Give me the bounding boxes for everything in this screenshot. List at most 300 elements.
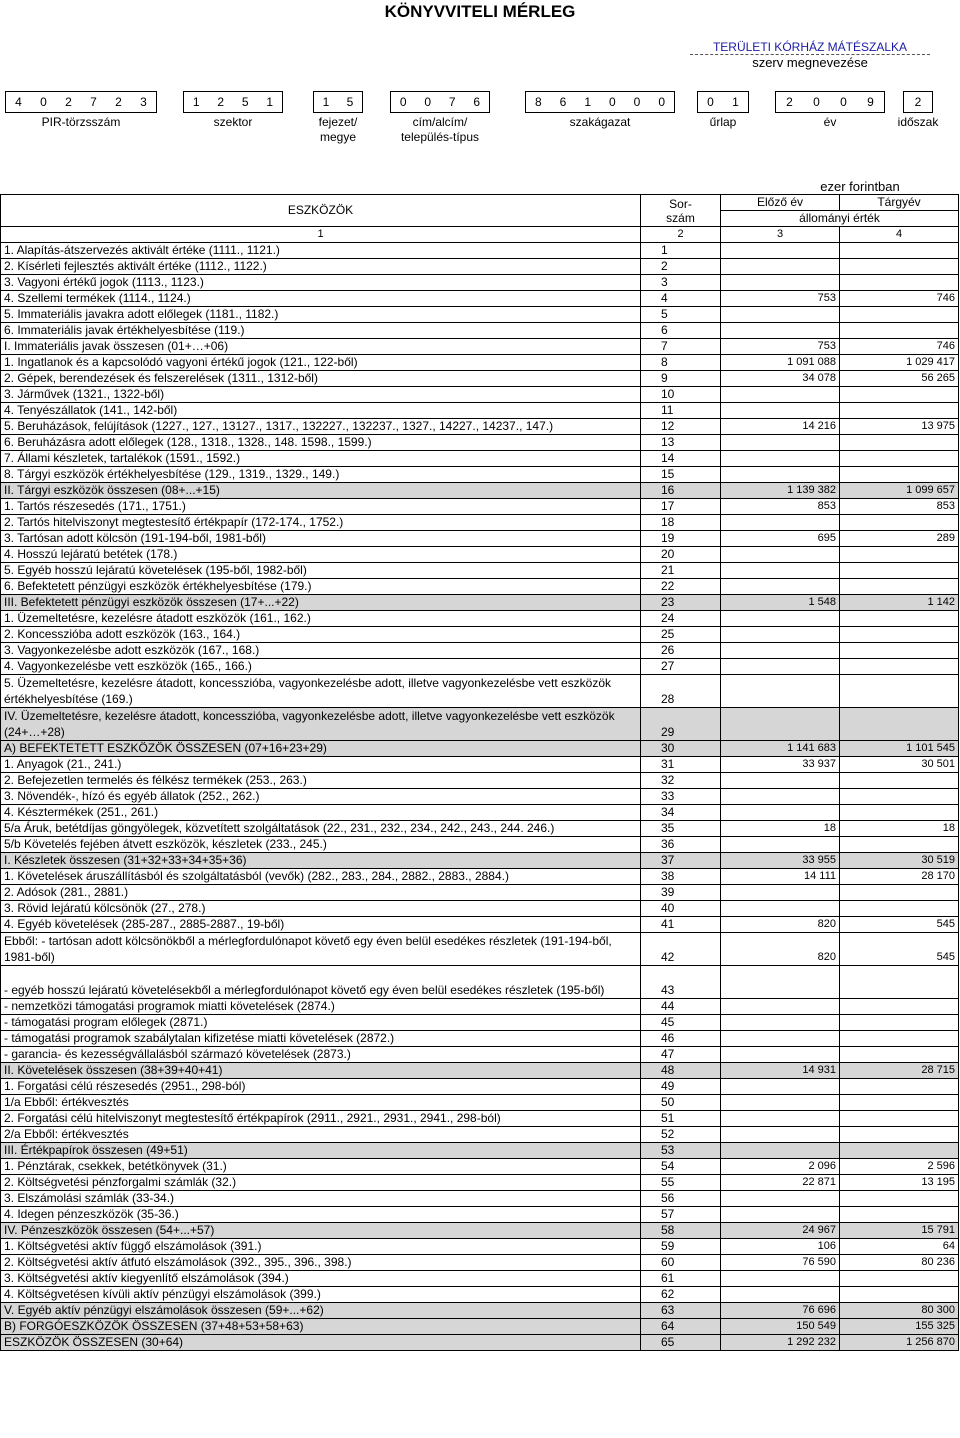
row-label: 5. Immateriális javakra adott előlegek (1181., 1182.) <box>1 307 641 323</box>
col-number-1: 1 <box>1 227 641 243</box>
row-label: 6. Befektetett pénzügyi eszközök értékhelyesbítése (179.) <box>1 579 641 595</box>
prev-year-value: 14 111 <box>721 869 840 885</box>
row-label: 5/a Áruk, betétdíjas göngyölegek, közvetített szolgáltatások (22., 231., 232., 234., 242., 243., 244. 246.) <box>1 821 641 837</box>
row-number: 23 <box>641 595 721 611</box>
current-year-value: 28 715 <box>840 1063 959 1079</box>
row-label: 4. Idegen pénzeszközök (35-36.) <box>1 1207 641 1223</box>
prev-year-value <box>721 451 840 467</box>
row-label: 4. Egyéb követelések (285-287., 2885-2887., 19-ből) <box>1 917 641 933</box>
current-year-value <box>840 1207 959 1223</box>
table-row <box>1 1031 959 1047</box>
current-year-value: 15 791 <box>840 1223 959 1239</box>
row-label: 5/b Követelés fejében átvett eszközök, készletek (233., 245.) <box>1 837 641 853</box>
table-row <box>1 901 959 917</box>
id-digit: 1 <box>584 95 592 109</box>
table-row <box>1 1127 959 1143</box>
table-row <box>1 1335 959 1351</box>
row-label: 4. Vagyonkezelésbe vett eszközök (165., 166.) <box>1 659 641 675</box>
table-row <box>1 259 959 275</box>
prev-year-value <box>721 387 840 403</box>
current-year-value <box>840 451 959 467</box>
id-digit: 1 <box>192 95 200 109</box>
row-number: 12 <box>641 419 721 435</box>
current-year-value: 18 <box>840 821 959 837</box>
table-row <box>1 1143 959 1159</box>
row-number: 41 <box>641 917 721 933</box>
current-year-value: 30 519 <box>840 853 959 869</box>
prev-year-value <box>721 1031 840 1047</box>
row-number: 28 <box>641 675 721 708</box>
id-digit: 5 <box>346 95 354 109</box>
id-digit: 3 <box>140 95 147 109</box>
row-label: 2. Koncesszióba adott eszközök (163., 164.) <box>1 627 641 643</box>
prev-year-value <box>721 627 840 643</box>
current-year-value <box>840 837 959 853</box>
table-row <box>1 1015 959 1031</box>
table-row <box>1 371 959 387</box>
id-code-box <box>390 91 490 113</box>
current-year-value <box>840 387 959 403</box>
id-digit: 2 <box>914 95 922 109</box>
row-label: 8. Tárgyi eszközök értékhelyesbítése (129., 1319., 1329., 149.) <box>1 467 641 483</box>
table-row <box>1 419 959 435</box>
row-label: 6. Beruházásra adott előlegek (128., 1318., 1328., 148. 1598., 1599.) <box>1 435 641 451</box>
row-label: Ebből: - tartósan adott kölcsönökből a mérlegfordulónapot követő egy éven belül esedékes részletek (191-194-ből, 1981-ből) <box>1 933 641 966</box>
current-year-value <box>840 1015 959 1031</box>
row-label: 3. Elszámolási számlák (33-34.) <box>1 1191 641 1207</box>
prev-year-value <box>721 1287 840 1303</box>
prev-year-value: 24 967 <box>721 1223 840 1239</box>
row-label: IV. Pénzeszközök összesen (54+...+57) <box>1 1223 641 1239</box>
col-number-3: 3 <box>721 227 840 243</box>
row-number: 43 <box>641 966 721 999</box>
prev-year-value: 695 <box>721 531 840 547</box>
row-number: 36 <box>641 837 721 853</box>
row-number-header <box>641 195 721 227</box>
row-number: 38 <box>641 869 721 885</box>
current-year-value <box>840 805 959 821</box>
row-label: 1. Ingatlanok és a kapcsolódó vagyoni értékű jogok (121., 122-ből) <box>1 355 641 371</box>
prev-year-value: 22 871 <box>721 1175 840 1191</box>
row-label: 3. Növendék-, hízó és egyéb állatok (252., 262.) <box>1 789 641 805</box>
prev-year-value: 1 141 683 <box>721 741 840 757</box>
id-code-label: cím/alcím/ település-típus <box>400 115 480 144</box>
id-digit: 2 <box>115 95 122 109</box>
id-digit: 0 <box>707 95 714 109</box>
row-label: 4. Hosszú lejáratú betétek (178.) <box>1 547 641 563</box>
row-number: 19 <box>641 531 721 547</box>
current-year-value: 80 300 <box>840 1303 959 1319</box>
table-row <box>1 741 959 757</box>
prev-year-value: 33 955 <box>721 853 840 869</box>
id-digit: 1 <box>266 95 274 109</box>
row-label: 2. Költségvetési aktív átfutó elszámolások (392., 395., 396., 398.) <box>1 1255 641 1271</box>
table-row <box>1 1079 959 1095</box>
current-year-value: 1 029 417 <box>840 355 959 371</box>
row-number: 30 <box>641 741 721 757</box>
report-title: KÖNYVVITELI MÉRLEG <box>384 2 576 21</box>
table-row <box>1 451 959 467</box>
table-row <box>1 403 959 419</box>
col-number-4: 4 <box>840 227 959 243</box>
current-year-value <box>840 1095 959 1111</box>
id-code-box <box>525 91 675 113</box>
row-label: III. Értékpapírok összesen (49+51) <box>1 1143 641 1159</box>
id-digit: 0 <box>40 95 47 109</box>
row-label: 5. Beruházások, felújítások (1227., 127., 13127., 1317., 132227., 132237., 1327., 14227., 14237., 147.) <box>1 419 641 435</box>
table-row <box>1 1239 959 1255</box>
id-code-label: PIR-törzsszám <box>41 115 121 129</box>
current-year-value: 56 265 <box>840 371 959 387</box>
row-label: I. Készletek összesen (31+32+33+34+35+36) <box>1 853 641 869</box>
prev-year-value <box>721 789 840 805</box>
prev-year-value: 820 <box>721 917 840 933</box>
row-label: I. Immateriális javak összesen (01+…+06) <box>1 339 641 355</box>
current-year-value <box>840 307 959 323</box>
current-year-value <box>840 708 959 741</box>
id-digit: 0 <box>424 95 432 109</box>
prev-year-value <box>721 515 840 531</box>
row-label: 1. Pénztárak, csekkek, betétkönyvek (31.) <box>1 1159 641 1175</box>
current-year-value <box>840 999 959 1015</box>
table-row <box>1 1271 959 1287</box>
table-row <box>1 675 959 708</box>
current-year-value: 1 142 <box>840 595 959 611</box>
table-row <box>1 307 959 323</box>
table-row <box>1 757 959 773</box>
table-row <box>1 435 959 451</box>
prev-year-value <box>721 1047 840 1063</box>
id-code-box <box>697 91 749 113</box>
organization-label: szerv megnevezése <box>752 55 868 70</box>
prev-year-value: 14 216 <box>721 419 840 435</box>
table-row <box>1 1287 959 1303</box>
row-label: 1/a Ebből: értékvesztés <box>1 1095 641 1111</box>
table-row <box>1 291 959 307</box>
row-number: 17 <box>641 499 721 515</box>
current-year-value <box>840 773 959 789</box>
prev-year-value: 1 091 088 <box>721 355 840 371</box>
row-label: 3. Költségvetési aktív kiegyenlítő elszámolások (394.) <box>1 1271 641 1287</box>
prev-year-header: Előző év <box>721 195 840 211</box>
row-label: 1. Forgatási célú részesedés (2951., 298-ból) <box>1 1079 641 1095</box>
row-label: II. Követelések összesen (38+39+40+41) <box>1 1063 641 1079</box>
row-label: V. Egyéb aktív pénzügyi elszámolások összesen (59+...+62) <box>1 1303 641 1319</box>
table-row <box>1 1159 959 1175</box>
table-row <box>1 387 959 403</box>
row-number: 13 <box>641 435 721 451</box>
row-label: II. Tárgyi eszközök összesen (08+...+15) <box>1 483 641 499</box>
prev-year-value <box>721 579 840 595</box>
row-label: 1. Költségvetési aktív függő elszámolások (391.) <box>1 1239 641 1255</box>
row-label: 1. Tartós részesedés (171., 1751.) <box>1 499 641 515</box>
table-row <box>1 853 959 869</box>
prev-year-value <box>721 1127 840 1143</box>
table-row <box>1 869 959 885</box>
column-number-row <box>1 227 959 243</box>
table-row <box>1 243 959 259</box>
id-code-label: szektor <box>213 115 253 129</box>
row-number: 2 <box>641 259 721 275</box>
row-label: 3. Rövid lejáratú kölcsönök (27., 278.) <box>1 901 641 917</box>
current-year-value: 13 195 <box>840 1175 959 1191</box>
row-number: 25 <box>641 627 721 643</box>
current-year-value: 28 170 <box>840 869 959 885</box>
id-digit: 6 <box>559 95 567 109</box>
table-row <box>1 355 959 371</box>
row-number: 52 <box>641 1127 721 1143</box>
row-number: 60 <box>641 1255 721 1271</box>
row-number: 22 <box>641 579 721 595</box>
current-year-value: 13 975 <box>840 419 959 435</box>
table-row <box>1 515 959 531</box>
prev-year-value <box>721 773 840 789</box>
prev-year-value <box>721 675 840 708</box>
table-row <box>1 933 959 966</box>
prev-year-value <box>721 837 840 853</box>
row-number: 37 <box>641 853 721 869</box>
current-year-value <box>840 435 959 451</box>
table-row <box>1 323 959 339</box>
prev-year-value: 853 <box>721 499 840 515</box>
row-number: 55 <box>641 1175 721 1191</box>
row-number: 44 <box>641 999 721 1015</box>
header-row-top <box>1 195 959 211</box>
prev-year-value: 34 078 <box>721 371 840 387</box>
row-number: 49 <box>641 1079 721 1095</box>
id-digit: 9 <box>867 95 874 109</box>
prev-year-value <box>721 1111 840 1127</box>
current-year-value: 1 101 545 <box>840 741 959 757</box>
current-year-value: 30 501 <box>840 757 959 773</box>
current-year-value <box>840 1079 959 1095</box>
row-number: 18 <box>641 515 721 531</box>
id-code-label: szakágazat <box>569 115 631 129</box>
current-year-value: 155 325 <box>840 1319 959 1335</box>
id-code-box <box>903 91 933 113</box>
current-year-value: 853 <box>840 499 959 515</box>
row-label: 3. Járművek (1321., 1322-ből) <box>1 387 641 403</box>
current-year-value <box>840 323 959 339</box>
unit-label: ezer forintban <box>820 179 900 194</box>
row-label: IV. Üzemeltetésre, kezelésre átadott, koncesszióba, vagyonkezelésbe adott, illetve vagyonkezelésbe vett eszközök (24+…+28) <box>1 708 641 741</box>
current-year-value: 64 <box>840 1239 959 1255</box>
current-year-value <box>840 563 959 579</box>
current-year-value <box>840 547 959 563</box>
row-number: 15 <box>641 467 721 483</box>
id-digit: 1 <box>732 95 739 109</box>
row-number: 11 <box>641 403 721 419</box>
prev-year-value <box>721 1015 840 1031</box>
row-label: ESZKÖZÖK ÖSSZESEN (30+64) <box>1 1335 641 1351</box>
id-code-box <box>775 91 885 113</box>
row-number: 34 <box>641 805 721 821</box>
row-number: 3 <box>641 275 721 291</box>
prev-year-value: 150 549 <box>721 1319 840 1335</box>
value-header: állományi érték <box>721 211 959 227</box>
table-row <box>1 821 959 837</box>
id-code-box <box>313 91 363 113</box>
current-year-value <box>840 467 959 483</box>
id-digit: 8 <box>534 95 542 109</box>
table-row <box>1 805 959 821</box>
prev-year-value: 18 <box>721 821 840 837</box>
row-number: 29 <box>641 708 721 741</box>
row-number: 32 <box>641 773 721 789</box>
row-number: 42 <box>641 933 721 966</box>
row-label: 1. Üzemeltetésre, kezelésre átadott eszközök (161., 162.) <box>1 611 641 627</box>
row-label: 1. Anyagok (21., 241.) <box>1 757 641 773</box>
row-label: 3. Vagyoni értékű jogok (1113., 1123.) <box>1 275 641 291</box>
current-year-value <box>840 627 959 643</box>
assets-header: ESZKÖZÖK <box>1 195 641 227</box>
row-label: 4. Késztermékek (251., 261.) <box>1 805 641 821</box>
table-row <box>1 966 959 999</box>
row-number: 46 <box>641 1031 721 1047</box>
current-year-value <box>840 901 959 917</box>
row-number: 7 <box>641 339 721 355</box>
current-year-value <box>840 243 959 259</box>
table-row <box>1 499 959 515</box>
current-year-value <box>840 403 959 419</box>
table-row <box>1 1207 959 1223</box>
table-row <box>1 1255 959 1271</box>
row-number: 33 <box>641 789 721 805</box>
table-row <box>1 563 959 579</box>
current-year-value <box>840 966 959 999</box>
table-row <box>1 1111 959 1127</box>
row-number: 65 <box>641 1335 721 1351</box>
row-number: 6 <box>641 323 721 339</box>
prev-year-value <box>721 1143 840 1159</box>
id-digit: 2 <box>65 95 72 109</box>
table-row <box>1 789 959 805</box>
table-row <box>1 708 959 741</box>
prev-year-value <box>721 259 840 275</box>
row-label: III. Befektetett pénzügyi eszközök összesen (17+...+22) <box>1 595 641 611</box>
row-label: 3. Vagyonkezelésbe adott eszközök (167., 168.) <box>1 643 641 659</box>
row-number: 16 <box>641 483 721 499</box>
prev-year-value <box>721 659 840 675</box>
table-row <box>1 467 959 483</box>
table-row <box>1 1303 959 1319</box>
prev-year-value <box>721 708 840 741</box>
row-number: 54 <box>641 1159 721 1175</box>
row-number: 5 <box>641 307 721 323</box>
table-row <box>1 659 959 675</box>
row-label: 4. Szellemi termékek (1114., 1124.) <box>1 291 641 307</box>
prev-year-value <box>721 1095 840 1111</box>
table-row <box>1 339 959 355</box>
current-year-value <box>840 1031 959 1047</box>
row-label: - garancia- és kezességvállalásból származó követelések (2873.) <box>1 1047 641 1063</box>
current-year-value <box>840 675 959 708</box>
row-label: 3. Tartósan adott kölcsön (191-194-ből, 1981-ből) <box>1 531 641 547</box>
current-year-value <box>840 1287 959 1303</box>
prev-year-value <box>721 966 840 999</box>
current-year-value <box>840 1191 959 1207</box>
row-number: 27 <box>641 659 721 675</box>
current-year-value: 746 <box>840 291 959 307</box>
row-number: 57 <box>641 1207 721 1223</box>
current-year-value: 545 <box>840 917 959 933</box>
prev-year-value <box>721 563 840 579</box>
row-number: 56 <box>641 1191 721 1207</box>
table-row <box>1 627 959 643</box>
row-number: 39 <box>641 885 721 901</box>
current-year-value <box>840 1271 959 1287</box>
table-row <box>1 531 959 547</box>
id-digit: 7 <box>90 95 97 109</box>
table-row <box>1 579 959 595</box>
prev-year-value: 1 548 <box>721 595 840 611</box>
current-year-value: 80 236 <box>840 1255 959 1271</box>
prev-year-value <box>721 403 840 419</box>
table-row <box>1 885 959 901</box>
table-row <box>1 1319 959 1335</box>
table-row <box>1 643 959 659</box>
prev-year-value: 106 <box>721 1239 840 1255</box>
row-number: 50 <box>641 1095 721 1111</box>
id-digit: 5 <box>241 95 249 109</box>
table-row <box>1 547 959 563</box>
prev-year-value <box>721 805 840 821</box>
table-row <box>1 1175 959 1191</box>
id-code-label: év <box>823 115 837 129</box>
prev-year-value <box>721 467 840 483</box>
id-code-box <box>183 91 283 113</box>
id-digit: 0 <box>633 95 641 109</box>
table-row <box>1 1095 959 1111</box>
row-label: - nemzetközi támogatási programok miatti követelések (2874.) <box>1 999 641 1015</box>
row-label: 2/a Ebből: értékvesztés <box>1 1127 641 1143</box>
row-number: 9 <box>641 371 721 387</box>
current-year-value <box>840 659 959 675</box>
row-number: 21 <box>641 563 721 579</box>
row-label: 5. Üzemeltetésre, kezelésre átadott, koncesszióba, vagyonkezelésbe adott, illetve vagyonkezelésbe vett eszközök értékhelyesbítése (169.) <box>1 675 641 708</box>
id-code-label: űrlap <box>709 115 737 129</box>
table-row <box>1 611 959 627</box>
row-number: 53 <box>641 1143 721 1159</box>
current-year-value <box>840 789 959 805</box>
table-row <box>1 595 959 611</box>
current-year-value: 2 596 <box>840 1159 959 1175</box>
current-year-value: 545 <box>840 933 959 966</box>
prev-year-value <box>721 1191 840 1207</box>
prev-year-value: 820 <box>721 933 840 966</box>
row-label: 6. Immateriális javak értékhelyesbítése (119.) <box>1 323 641 339</box>
row-label: 2. Kísérleti fejlesztés aktivált értéke (1112., 1122.) <box>1 259 641 275</box>
id-digit: 2 <box>217 95 225 109</box>
table-row <box>1 773 959 789</box>
row-label: 2. Befejezetlen termelés és félkész termékek (253., 263.) <box>1 773 641 789</box>
current-year-value: 289 <box>840 531 959 547</box>
id-code-label: időszak <box>897 115 939 129</box>
prev-year-value <box>721 323 840 339</box>
prev-year-value: 76 696 <box>721 1303 840 1319</box>
row-number: 48 <box>641 1063 721 1079</box>
id-digit: 7 <box>448 95 456 109</box>
current-year-value <box>840 643 959 659</box>
id-code-box <box>5 91 157 113</box>
row-number: 58 <box>641 1223 721 1239</box>
current-year-value <box>840 579 959 595</box>
id-digit: 6 <box>473 95 481 109</box>
current-year-value <box>840 515 959 531</box>
row-label: 1. Követelések áruszállításból és szolgáltatásból (vevők) (282., 283., 284., 2882., 2883., 2884.) <box>1 869 641 885</box>
current-year-value <box>840 1143 959 1159</box>
id-digit: 0 <box>658 95 666 109</box>
